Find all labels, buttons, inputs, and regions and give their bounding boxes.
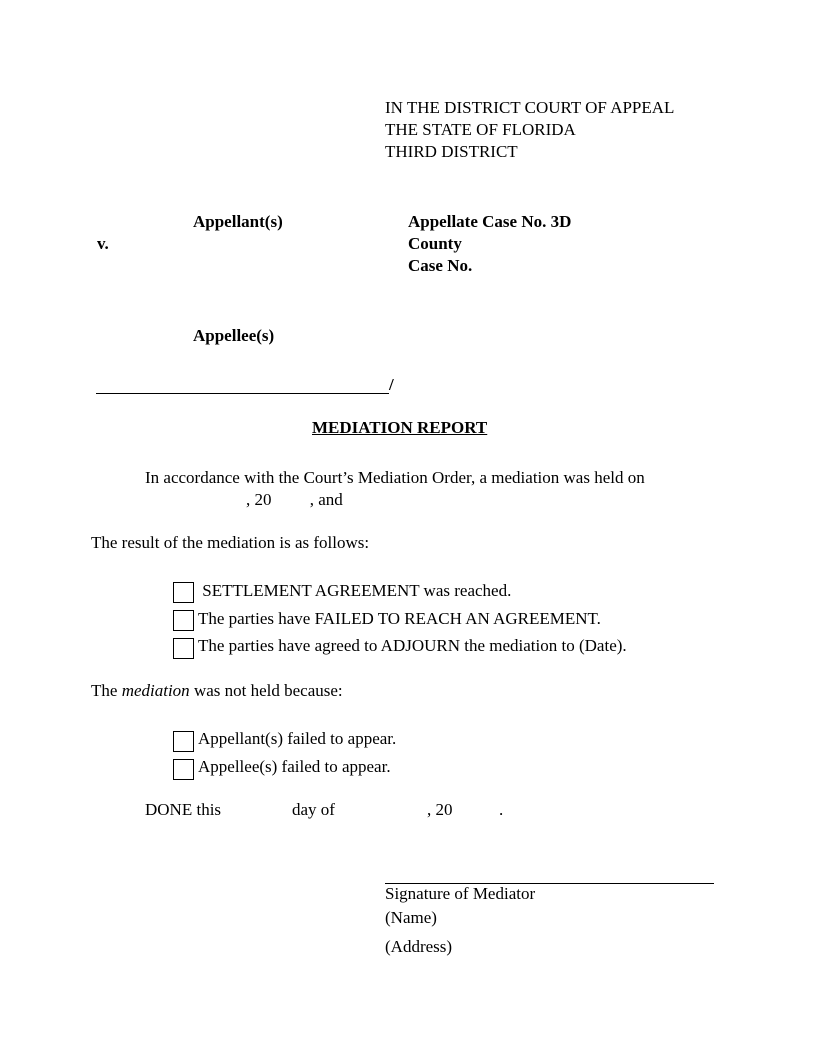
not-held-prefix: The (91, 681, 122, 700)
mediator-name-label: (Name) (385, 908, 437, 927)
document-title: MEDIATION REPORT (312, 418, 488, 437)
year-label: , 20 (427, 800, 453, 819)
not-held-suffix: was not held because: (189, 681, 343, 700)
result-heading: The result of the mediation is as follows: (91, 533, 370, 552)
adjourn-option-label: The parties have agreed to ADJOURN the mediation to (Date). (198, 636, 627, 655)
case-number-label: Case No. (408, 256, 473, 275)
caption-closing-rule (96, 393, 389, 394)
court-name-line-3: THIRD DISTRICT (385, 142, 518, 161)
appellant-failed-checkbox[interactable] (173, 731, 194, 752)
not-held-heading (91, 681, 343, 701)
done-period: . (499, 800, 504, 819)
appellant-label: Appellant(s) (193, 212, 283, 231)
intro-line-1: In accordance with the Court’s Mediation Order, a mediation was held on (145, 468, 645, 487)
failed-to-reach-checkbox[interactable] (173, 610, 194, 631)
versus-label: v. (97, 234, 109, 253)
signature-label: Signature of Mediator (385, 884, 536, 903)
failed-to-reach-option-label: The parties have FAILED TO REACH AN AGREEMENT. (198, 609, 601, 628)
not-held-emphasis: mediation (121, 681, 190, 700)
adjourn-checkbox[interactable] (173, 638, 194, 659)
county-label: County (408, 234, 462, 253)
settlement-checkbox[interactable] (173, 582, 194, 603)
appellant-failed-option-label: Appellant(s) failed to appear. (198, 729, 397, 748)
appellee-failed-option-label: Appellee(s) failed to appear. (198, 757, 391, 776)
day-of-label: day of (292, 800, 335, 819)
caption-slash: / (389, 375, 394, 394)
settlement-option-label: SETTLEMENT AGREEMENT was reached. (198, 581, 512, 600)
intro-line-2: , 20 , and (246, 490, 343, 509)
court-name-line-1: IN THE DISTRICT COURT OF APPEAL (385, 98, 675, 117)
appellate-case-number-label: Appellate Case No. 3D (408, 212, 572, 231)
appellee-label: Appellee(s) (193, 326, 275, 345)
appellee-failed-checkbox[interactable] (173, 759, 194, 780)
court-name-line-2: THE STATE OF FLORIDA (385, 120, 576, 139)
done-this-label: DONE this (145, 800, 222, 819)
mediator-address-label: (Address) (385, 937, 453, 956)
